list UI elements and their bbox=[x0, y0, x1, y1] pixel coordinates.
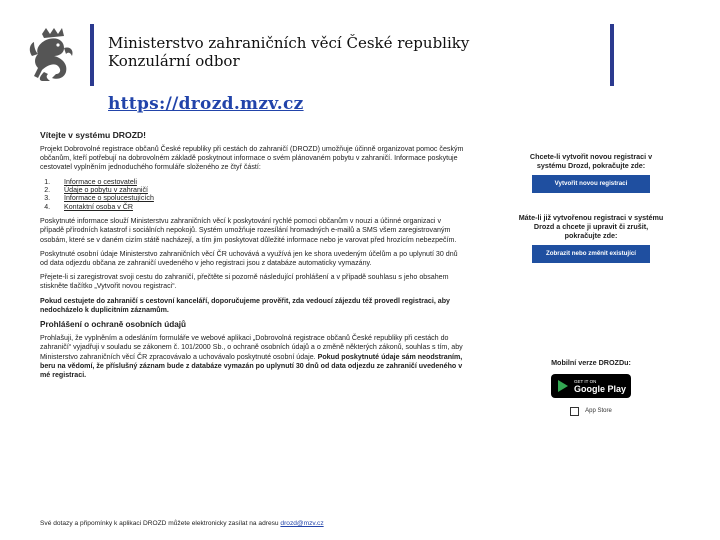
declaration-normal: Prohlašuji, že vyplněním a odesláním formuláře ve webové aplikaci „Dobrovolná registrace občanů České republiky při cestách do zahraničí“ vyjadřuji v souladu se zákonem č. 101/2000 Sb., o ochraně osobních údajů a o změně některých zákonů, souhlas s tím, aby Ministerstvo zahraničních věcí ČR zpracovávalo a uchovávalo poskytnuté osobní údaje. bbox=[40, 334, 463, 361]
welcome-title: Vítejte v systému DROZD! bbox=[40, 130, 147, 140]
drozd-url-link[interactable]: https://drozd.mzv.cz bbox=[108, 94, 304, 114]
main-content bbox=[40, 130, 465, 385]
list-item: 3. Informace o spolucestujících bbox=[52, 194, 465, 202]
mobile-version-label: Mobilní verze DROZDu: bbox=[551, 358, 631, 367]
czech-lion-icon bbox=[28, 26, 80, 82]
edit-registration-button[interactable]: Zobrazit nebo změnit existující bbox=[532, 245, 650, 263]
declaration-heading: Prohlášení o ochraně osobních údajů bbox=[40, 320, 187, 330]
list-item: 4. Kontaktní osoba v ČR bbox=[52, 203, 465, 211]
contact-footer bbox=[40, 520, 324, 527]
list-item: 2. Údaje o pobytu v zahraničí bbox=[52, 186, 465, 194]
form-parts-list bbox=[40, 178, 465, 212]
header-accent-bar-left bbox=[90, 24, 94, 86]
google-play-badge[interactable] bbox=[551, 374, 631, 398]
drozd-page-screenshot bbox=[40, 130, 670, 535]
ministry-name: Ministerstvo zahraničních věcí České republiky bbox=[108, 34, 470, 52]
agree-text: Přejete-li si zaregistrovat svoji cestu do zahraničí, přečtěte si pozorně následující prohlášení a v případě souhlasu s jeho obsahem stiskněte tlačítko „Vytvořit novou registraci“. bbox=[40, 273, 449, 291]
app-store-link[interactable] bbox=[516, 407, 666, 416]
retention-text: Poskytnuté osobní údaje Ministerstvo zahraničních věcí ČR uchovává a využívá jen ke shora uvedeným účelům a po uplynutí 30 dnů od data odjezdu občana ze zahraničí uvedeného v jeho registraci jsou z databáze automaticky vymazány. bbox=[40, 249, 458, 268]
create-registration-button[interactable]: Vytvořit novou registraci bbox=[532, 175, 650, 193]
slide-header bbox=[0, 0, 720, 90]
header-accent-bar-right bbox=[610, 24, 614, 86]
purpose-text: Poskytnuté informace slouží Ministerstvu zahraničních věcí k poskytování rychlé pomoci občanům v nouzi a účinné organizaci v případě přírodních katastrof i sociálních nepokojů. Systém umožňuje rozesílání hromadných e-mailů a SMS všem zaregistrovaným osobám, které se v daném cizím státě nacházejí, a tím jim poskytovat důležité informace nebo je varovat před hrozícím nebezpečím. bbox=[40, 217, 457, 244]
ministry-title bbox=[108, 34, 469, 70]
google-play-text: GET IT ON Google Play bbox=[574, 378, 627, 394]
list-item: 1. Informace o cestovateli bbox=[52, 178, 465, 186]
existing-registration-question: Máte-li již vytvořenou registraci v systému Drozd a chcete ji upravit či zrušit, pokračujte zde: bbox=[518, 213, 664, 240]
side-panel bbox=[516, 152, 666, 416]
declaration-bold: Pokud poskytnuté údaje sám neodstraním, beru na vědomí, že příslušný záznam bude z databáze vymazán po uplynutí 30 dnů od data odjezdu ze zahraničí uvedeného v mé registraci. bbox=[40, 352, 463, 380]
play-triangle-icon bbox=[558, 380, 568, 392]
declaration-text bbox=[40, 334, 465, 380]
broken-image-icon bbox=[570, 407, 579, 416]
app-store-label: App Store bbox=[585, 408, 612, 414]
footer-email-link[interactable]: drozd@mzv.cz bbox=[280, 520, 324, 527]
travel-agency-text: Pokud cestujete do zahraničí s cestovní kanceláří, doporučujeme prověřit, zda vedoucí zájezdu též provedl registraci, aby nedocházelo k duplicitním záznamům. bbox=[40, 296, 450, 314]
intro-text: Projekt Dobrovolné registrace občanů České republiky při cestách do zahraničí (DROZD) umožňuje účinně organizovat pomoc českým občanům, kteří potřebují na dobrovolném základě poskytnout informace o svém plánovaném pobytu v zahraničí. Informace poskytuje cestovatel vyplněním jednoduchého formuláře složeného ze čtyř částí: bbox=[40, 145, 464, 172]
department-name: Konzulární odbor bbox=[108, 52, 240, 70]
new-registration-question: Chcete-li vytvořit novou registraci v systému Drozd, pokračujte zde: bbox=[529, 152, 653, 170]
footer-text: Své dotazy a připomínky k aplikaci DROZD můžete elektronicky zasílat na adresu bbox=[40, 520, 279, 527]
